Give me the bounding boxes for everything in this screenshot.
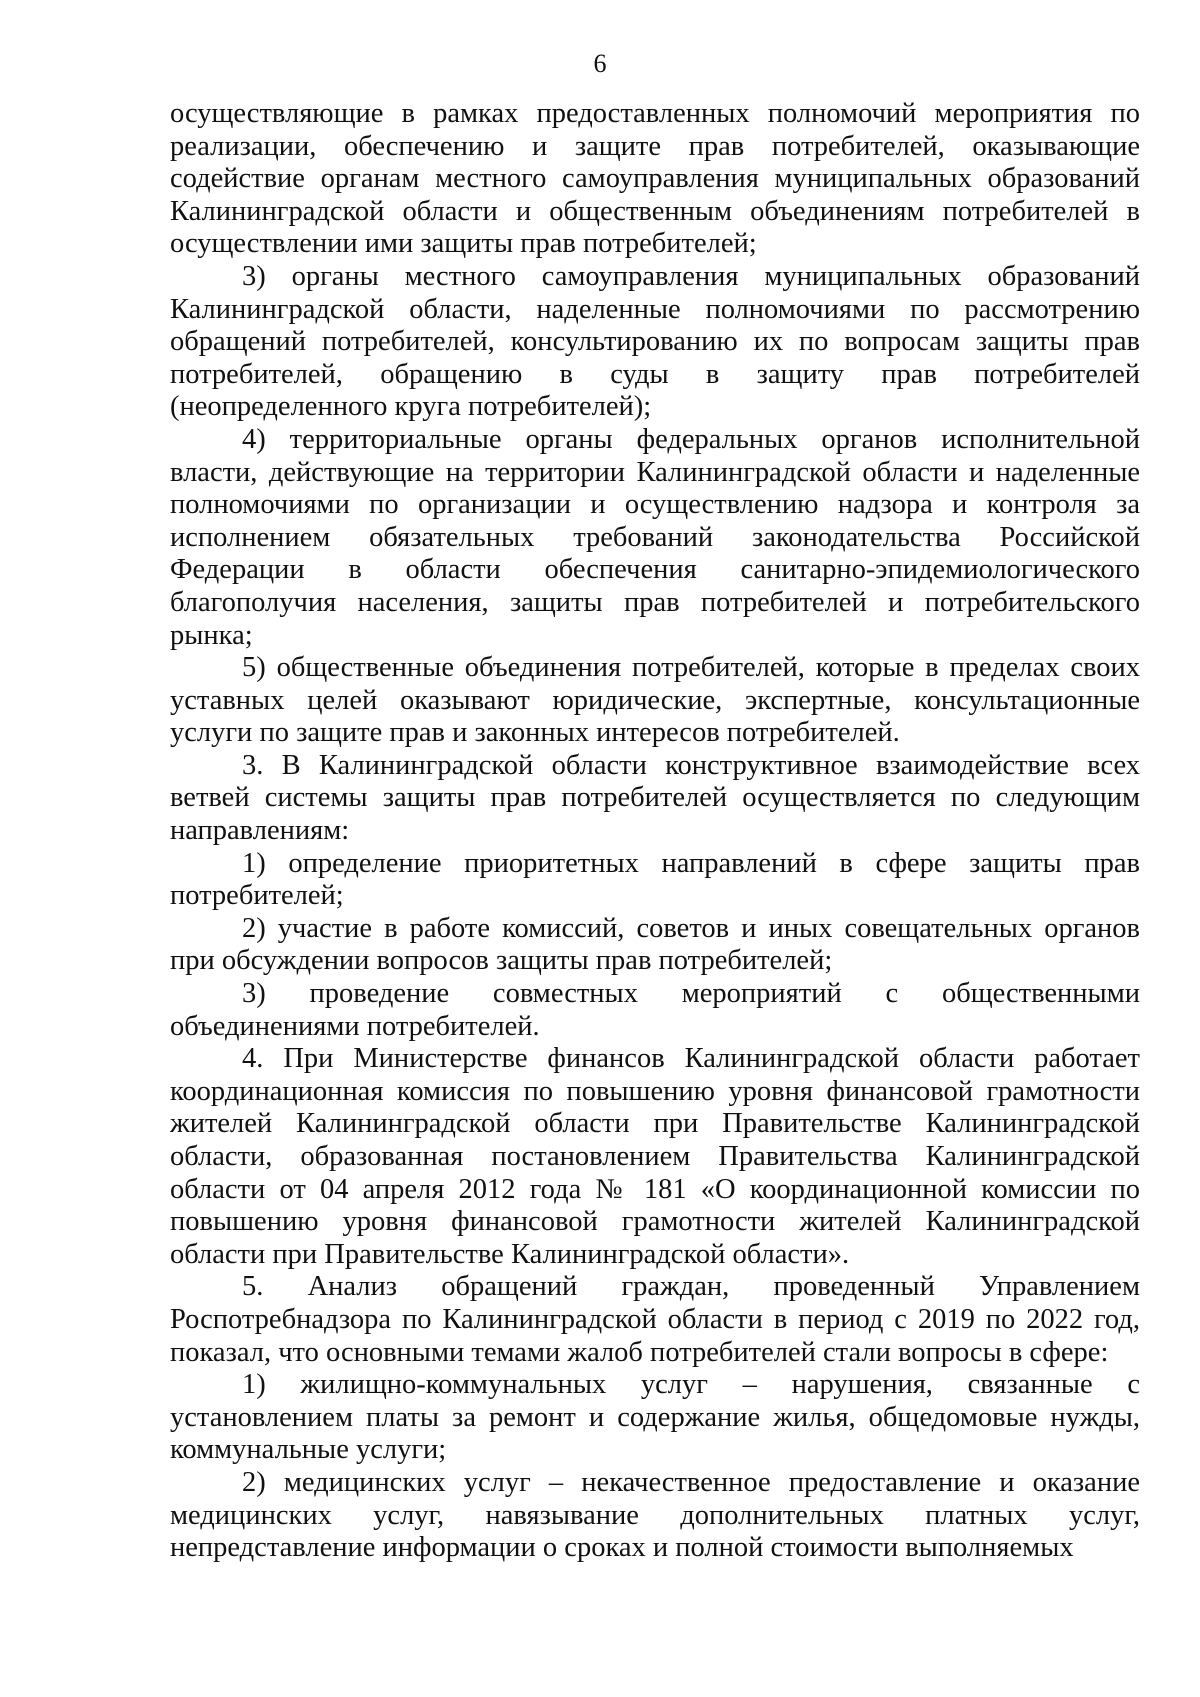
paragraph-4: 5) общественные объединения потребителей, которые в пределах своих уставных целей оказывают юридические, экспертные, консультационные услуги по защите прав и законных интересов потребителей. xyxy=(170,652,1140,749)
paragraph-9: 4. При Министерстве финансов Калининградской области работает координационная комиссия по повышению уровня финансовой грамотности жителей Калининградской области при Правительстве Калининградской области, образованная постановлением Правительства Калининградской области от 04 апреля 2012 года № 181 «О координационной комиссии по повышению уровня финансовой грамотности жителей Калининградской области при Правительстве Калининградской области». xyxy=(170,1043,1140,1270)
paragraph-7: 2) участие в работе комиссий, советов и иных совещательных органов при обсуждении вопросов защиты прав потребителей; xyxy=(170,912,1140,977)
paragraph-11: 1) жилищно-коммунальных услуг – нарушения, связанные с установлением платы за ремонт и содержание жилья, общедомовые нужды, коммунальные услуги; xyxy=(170,1369,1140,1466)
paragraph-5: 3. В Калининградской области конструктивное взаимодействие всех ветвей системы защиты прав потребителей осуществляется по следующим направлениям: xyxy=(170,749,1140,847)
paragraph-10: 5. Анализ обращений граждан, проведенный Управлением Роспотребнадзора по Калининградской области в период с 2019 по 2022 год, показал, что основными темами жалоб потребителей стали вопросы в сфере: xyxy=(170,1271,1140,1368)
paragraph-1: осуществляющие в рамках предоставленных полномочий мероприятия по реализации, обеспечению и защите прав потребителей, оказывающие содействие органам местного самоуправления муниципальных образований Калининградской области и общественным объединениям потребителей в осуществлении ими защиты прав потребителей; xyxy=(170,98,1140,260)
paragraph-2: 3) органы местного самоуправления муниципальных образований Калининградской области, наделенные полномочиями по рассмотрению обращений потребителей, консультированию их по вопросам защиты прав потребителей, обращению в суды в защиту прав потребителей (неопределенного круга потребителей); xyxy=(170,260,1140,423)
paragraph-8: 3) проведение совместных мероприятий с общественными объединениями потребителей. xyxy=(170,978,1140,1042)
paragraph-6: 1) определение приоритетных направлений в сфере защиты прав потребителей; xyxy=(170,847,1140,912)
document-body xyxy=(170,98,1140,1565)
paragraph-12: 2) медицинских услуг – некачественное предоставление и оказание медицинских услуг, навязывание дополнительных платных услуг, непредставление информации о сроках и полной стоимости выполняемых xyxy=(170,1466,1140,1564)
paragraph-3: 4) территориальные органы федеральных органов исполнительной власти, действующие на территории Калининградской области и наделенные полномочиями по организации и осуществлению надзора и контроля за исполнением обязательных требований законодательства Российской Федерации в области обеспечения санитарно-эпидемиологического благополучия населения, защиты прав потребителей и потребительского рынка; xyxy=(170,423,1140,651)
page-number: 6 xyxy=(593,49,607,78)
